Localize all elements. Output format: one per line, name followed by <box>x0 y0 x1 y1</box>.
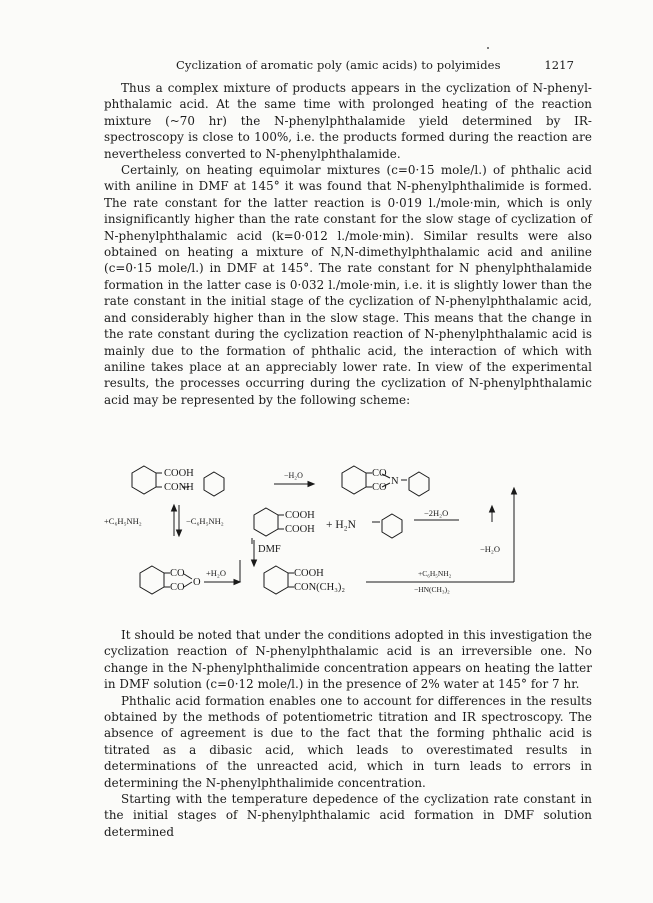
label-minus-water: −H₂O <box>284 471 303 480</box>
speck <box>487 47 489 49</box>
paragraph-2: Certainly, on heating equimolar mixtures (c=0·15 mole/l.) of phthalic acid with aniline in DMF at 145° it was found that N-phenylphthalimide is formed. The rate constant for the latter reaction is 0·019 l./mole·min, which is only insignificantly higher than the rate constant for the slow stage of cyclization of N-phenylphthalamic acid (k=0·012 l./mole·min). Similar results were also obtained on heating a mixture of N,N-dimethylphthalamic acid and aniline (c=0·15 mole/l.) in DMF at 145°. The rate constant for N phenylphthalamide formation in the latter case is 0·032 l./mole·min, i.e. it is slightly lower than the rate constant in the initial stage of the cyclization of N-phenylphthalamic acid, and considerably higher than in the slow stage. This means that the change in the rate constant during the cyclization reaction of N-phenylphthalamic acid is mainly due to the formation of phthalic acid, the interaction of which with aniline takes place at an appreciably lower rate. In view of the experimental results, the processes occurring during the cyclization of N-phenylphthalamic acid may be represented by the following scheme: <box>104 163 592 407</box>
benzene-ring-dimethyl <box>264 566 288 594</box>
label-dmf: DMF <box>258 544 281 555</box>
running-title: Cyclization of aromatic poly (amic acids) to polyimides <box>176 58 501 72</box>
label-conme2: CON(CH₃)₂ <box>294 582 346 593</box>
running-header <box>104 58 574 72</box>
label-co-4: CO <box>170 582 185 593</box>
benzene-ring-1 <box>132 466 156 494</box>
label-plus-aniline: +C₆H₅NH₂ <box>104 516 142 526</box>
label-cooh-4: COOH <box>294 568 324 579</box>
paragraph-3: It should be noted that under the conditions adopted in this investigation the cyclization reaction of N-phenylphthalamic acid is an irreversible one. No change in the N-phenylphthalimide concentration appears on heating the latter in DMF solution (c=0·12 mole/l.) in the presence of 2% water at 145° for 7 hr. <box>104 628 592 692</box>
label-cooh-2: COOH <box>285 510 315 521</box>
label-co-2: CO <box>372 482 387 493</box>
label-minus-aniline: −C₆H₅NH₂ <box>186 516 224 526</box>
paragraph-4: Phthalic acid formation enables one to account for differences in the results obtained by the methods of potentiometric titration and IR spectroscopy. The absence of agreement is due to the fact that the forming phthalic acid is titrated as a dibasic acid, which leads to overestimated results in determinations of the unreacted acid, which in turn leads to errors in determining the N-phenylphthalimide concentration. <box>104 693 592 790</box>
label-conh: CONH <box>164 482 194 493</box>
benzene-ring-anhydride <box>140 566 164 594</box>
reaction-scheme <box>104 458 592 618</box>
benzene-ring-phthalic <box>254 508 278 536</box>
page-number: 1217 <box>544 58 574 72</box>
label-h2n: + H₂N <box>326 519 356 531</box>
paragraph-1: Thus a complex mixture of products appears in the cyclization of N-phenyl-phthalamic acid. At the same time with prolonged heating of the reaction mixture (~70 hr) the N-phenylphthalamide yield determined by IR-spectroscopy is close to 100%, i.e. the products formed during the reaction are nevertheless converted to N-phenylphthalamide. <box>104 81 592 161</box>
label-minus-water-right: −H₂O <box>480 544 501 554</box>
label-co-1: CO <box>372 468 387 479</box>
scheme-figure <box>104 458 592 618</box>
benzene-ring-phenyl-2 <box>409 472 429 496</box>
benzene-ring-phenyl-1 <box>204 472 224 496</box>
benzene-ring-imide <box>342 466 366 494</box>
paragraph-5: Starting with the temperature depedence of the cyclization rate constant in the initial stages of N-phenylphthalamic acid formation in DMF solution determined <box>104 792 592 839</box>
label-plus-water: +H₂O <box>206 568 227 578</box>
body-text-top <box>104 80 592 408</box>
label-minus-2water: −2H₂O <box>424 508 449 518</box>
label-cooh-1: COOH <box>164 468 194 479</box>
body-text-bottom <box>104 627 592 840</box>
benzene-ring-aniline <box>382 514 402 538</box>
label-n: N <box>391 476 399 487</box>
label-plus-aniline-bottom: +C₆H₅NH₂ <box>418 569 452 578</box>
label-o: O <box>193 577 201 588</box>
label-co-3: CO <box>170 568 185 579</box>
label-cooh-3: COOH <box>285 524 315 535</box>
label-minus-hnme2: −HN(CH₃)₂ <box>414 585 450 594</box>
